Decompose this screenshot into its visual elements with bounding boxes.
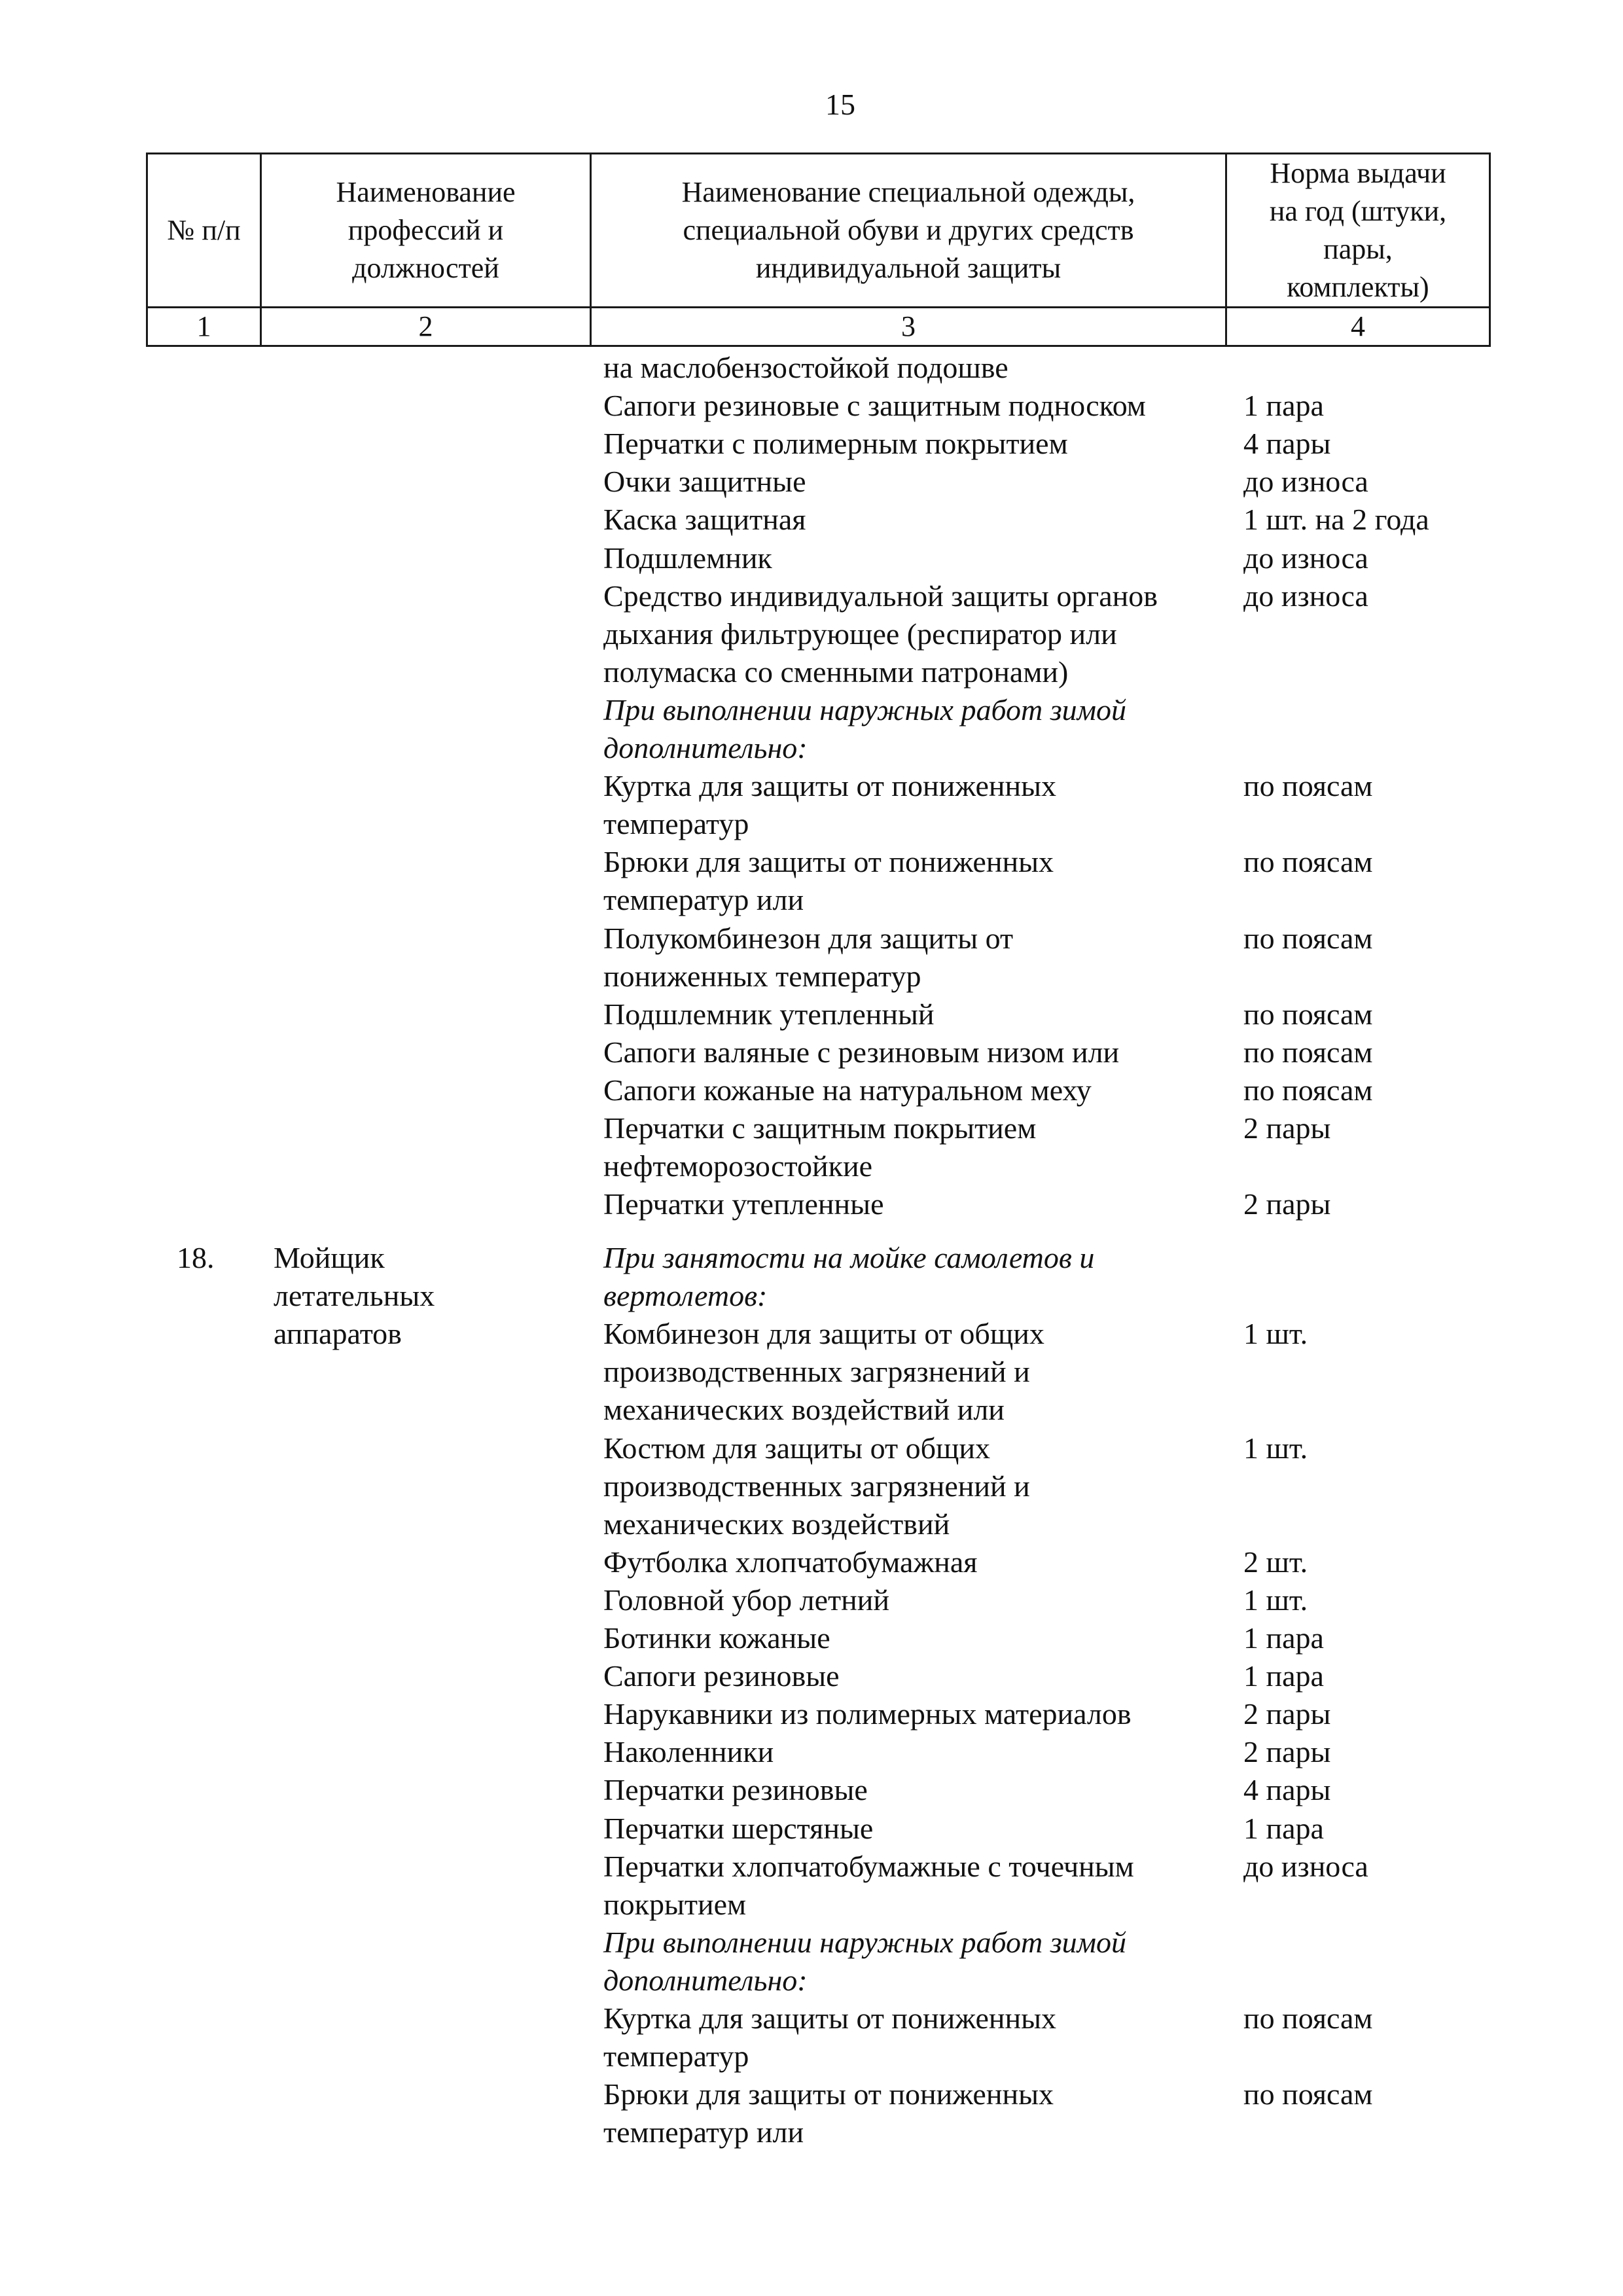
header-num-1: 1	[147, 308, 261, 346]
header-line: пары,	[1323, 233, 1393, 265]
item-line: При выполнении наружных работ зимой	[603, 692, 1127, 726]
norm-value: 4 пары	[1243, 427, 1331, 461]
item-line: Перчатки шерстяные	[603, 1811, 874, 1845]
item-line: покрытием	[603, 1887, 747, 1921]
item-line: Футболка хлопчатобумажная	[603, 1545, 978, 1579]
item-line: Ботинки кожаные	[603, 1621, 830, 1655]
item-line: Комбинезон для защиты от общих	[603, 1317, 1044, 1351]
header-num-2: 2	[261, 308, 591, 346]
page-number: 15	[825, 88, 855, 121]
profession-line: аппаратов	[274, 1317, 402, 1350]
item-line: Перчатки с полимерным покрытием	[603, 427, 1068, 461]
item-line: на маслобензостойкой подошве	[603, 351, 1008, 384]
norm-value: 1 шт.	[1243, 1583, 1308, 1617]
item-line: Брюки для защиты от пониженных	[603, 845, 1054, 879]
item-line: дополнительно:	[603, 731, 808, 764]
item-line: Средство индивидуальной защиты органов	[603, 579, 1158, 613]
norm-value: 2 пары	[1243, 1111, 1331, 1145]
norm-value: 2 шт.	[1243, 1545, 1308, 1579]
norm-value: до износа	[1243, 465, 1368, 499]
item-line: пониженных температур	[603, 959, 921, 993]
norm-value: 1 шт.	[1243, 1431, 1308, 1465]
norm-value: по поясам	[1243, 2001, 1373, 2035]
item-line: Сапоги резиновые с защитным подноском	[603, 389, 1146, 423]
profession-line: летательных	[274, 1279, 435, 1312]
norm-value: по поясам	[1243, 1035, 1373, 1069]
norm-value: по поясам	[1243, 1073, 1373, 1107]
norm-value: до износа	[1243, 541, 1368, 575]
header-line: специальной обуви и других средств	[683, 214, 1134, 246]
norm-value: 2 пары	[1243, 1697, 1331, 1731]
item-line: механических воздействий или	[603, 1393, 1005, 1427]
header-line: Норма выдачи	[1270, 157, 1446, 189]
norm-value: по поясам	[1243, 769, 1373, 803]
norm-value: до износа	[1243, 579, 1368, 613]
header-line: на год (штуки,	[1269, 195, 1447, 227]
header-num-4: 4	[1226, 308, 1490, 346]
norm-value: по поясам	[1243, 845, 1373, 879]
header-line: профессий и	[348, 214, 504, 246]
norm-value: 1 шт.	[1243, 1317, 1308, 1351]
item-line: При выполнении наружных работ зимой	[603, 1925, 1127, 1959]
item-line: Брюки для защиты от пониженных	[603, 2077, 1054, 2111]
item-line: Каска защитная	[603, 503, 806, 537]
item-line: Перчатки хлопчатобумажные с точечным	[603, 1849, 1134, 1883]
item-line: температур	[603, 2039, 749, 2073]
item-line: Полукомбинезон для защиты от	[603, 921, 1014, 955]
item-line: вертолетов:	[603, 1279, 768, 1313]
header-num-3: 3	[591, 308, 1226, 346]
norm-value: 1 пара	[1243, 1621, 1324, 1655]
item-line: температур или	[603, 883, 804, 917]
item-line: Перчатки утепленные	[603, 1187, 884, 1221]
item-line: полумаска со сменными патронами)	[603, 655, 1069, 689]
item-line: Подшлемник утепленный	[603, 997, 935, 1031]
item-line: Костюм для защиты от общих	[603, 1431, 991, 1465]
item-line: производственных загрязнений и	[603, 1355, 1030, 1389]
item-line: Сапоги кожаные на натуральном меху	[603, 1073, 1092, 1107]
row-number: 18.	[177, 1241, 215, 1274]
header-line: должностей	[352, 252, 499, 284]
header-line: комплекты)	[1287, 271, 1429, 303]
item-line: При занятости на мойке самолетов и	[603, 1241, 1095, 1274]
item-line: Головной убор летний	[603, 1583, 889, 1617]
profession-line: Мойщик	[274, 1241, 385, 1274]
norm-value: 1 пара	[1243, 389, 1324, 423]
norm-value: 2 пары	[1243, 1735, 1331, 1769]
item-line: Наколенники	[603, 1735, 774, 1769]
norm-value: 1 пара	[1243, 1811, 1324, 1845]
header-line: Наименование специальной одежды,	[681, 176, 1135, 208]
norm-value: 4 пары	[1243, 1773, 1331, 1807]
item-line: механических воздействий	[603, 1507, 950, 1541]
item-line: Очки защитные	[603, 465, 806, 499]
item-line: дыхания фильтрующее (респиратор или	[603, 617, 1117, 651]
item-line: Перчатки с защитным покрытием	[603, 1111, 1037, 1145]
norm-value: 2 пары	[1243, 1187, 1331, 1221]
item-line: Подшлемник	[603, 541, 772, 575]
norm-value: по поясам	[1243, 2077, 1373, 2111]
item-line: производственных загрязнений и	[603, 1469, 1030, 1503]
item-line: температур	[603, 807, 749, 841]
norm-value: 1 шт. на 2 года	[1243, 503, 1429, 537]
norm-value: 1 пара	[1243, 1659, 1324, 1693]
header-col-number: № п/п	[147, 154, 261, 308]
item-line: дополнительно:	[603, 1963, 808, 1997]
header-line: Наименование	[336, 176, 516, 208]
item-line: нефтеморозостойкие	[603, 1149, 872, 1183]
item-line: Нарукавники из полимерных материалов	[603, 1697, 1132, 1731]
item-line: Сапоги валяные с резиновым низом или	[603, 1035, 1120, 1069]
header-line: индивидуальной защиты	[755, 252, 1061, 284]
item-line: Куртка для защиты от пониженных	[603, 769, 1057, 803]
item-line: температур или	[603, 2115, 804, 2149]
norm-value: до износа	[1243, 1849, 1368, 1883]
item-line: Куртка для защиты от пониженных	[603, 2001, 1057, 2035]
item-line: Перчатки резиновые	[603, 1773, 868, 1807]
item-line: Сапоги резиновые	[603, 1659, 840, 1693]
norm-value: по поясам	[1243, 997, 1373, 1031]
norm-value: по поясам	[1243, 921, 1373, 955]
